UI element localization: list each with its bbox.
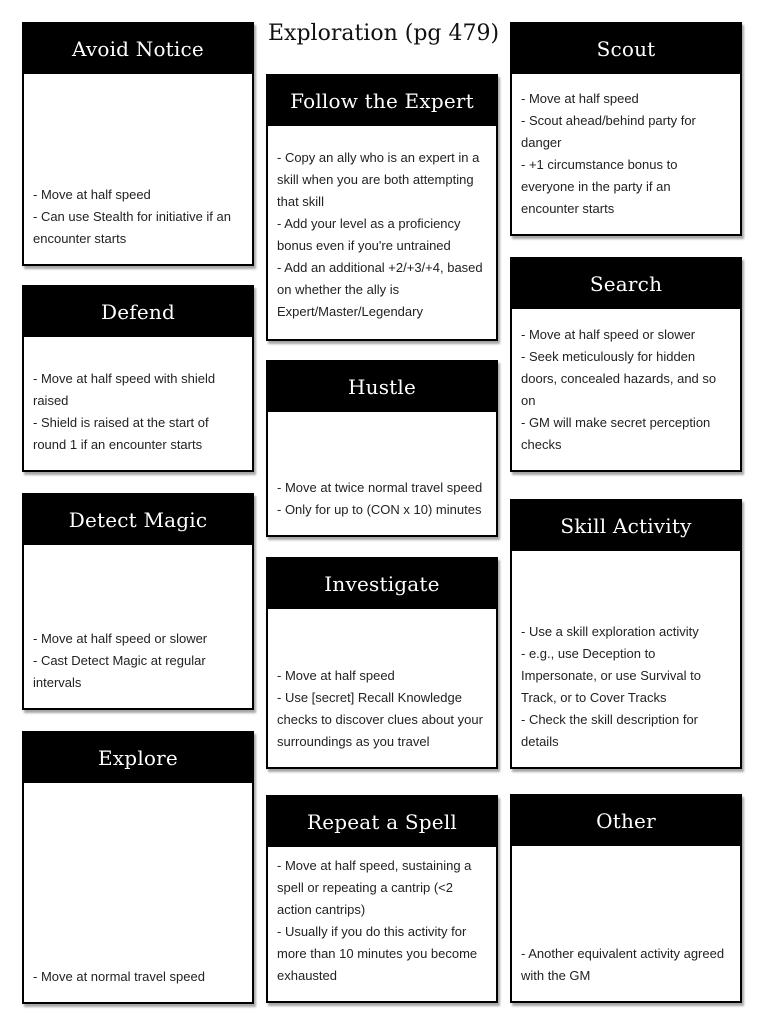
card-line: - Use a skill exploration activity	[521, 624, 699, 639]
card-line: - Use [secret] Recall Knowledge checks to discover clues about your surroundings as you travel	[277, 690, 483, 749]
card-line: - Cast Detect Magic at regular intervals	[33, 653, 206, 690]
card-explore	[22, 731, 254, 1004]
card-other	[510, 794, 742, 1003]
card-line: - Add an additional +2/+3/+4, based on whether the ally is Expert/Master/Legendary	[277, 259, 483, 319]
card-body	[24, 337, 252, 470]
card-title: Defend	[24, 287, 252, 337]
card-line: - +1 circumstance bonus to everyone in the party if an encounter starts	[521, 157, 678, 216]
card-body	[24, 74, 252, 264]
card-line: - e.g., use Deception to Impersonate, or use Survival to Track, or to Cover Tracks	[521, 646, 701, 705]
card-body	[268, 126, 496, 339]
card-line: - Move at half speed or slower	[521, 327, 696, 342]
card-line: - Scout ahead/behind party for danger	[521, 113, 696, 150]
card-body	[24, 783, 252, 1002]
card-line: - Seek meticulously for hidden doors, concealed hazards, and so on	[521, 349, 717, 408]
card-title: Hustle	[268, 362, 496, 412]
card-title: Investigate	[268, 559, 496, 609]
card-body	[512, 309, 740, 470]
card-line: - Add your level as a proficiency bonus even if you're untrained	[277, 215, 461, 253]
card-follow-the-expert	[266, 74, 498, 341]
card-body	[512, 74, 740, 234]
card-investigate	[266, 557, 498, 769]
card-body	[268, 412, 496, 535]
card-body	[268, 609, 496, 767]
card-body	[512, 846, 740, 1001]
card-line: - GM will make secret perception checks	[521, 415, 711, 452]
card-line: - Only for up to (CON x 10) minutes	[277, 502, 482, 517]
card-line: - Move at twice normal travel speed	[277, 480, 483, 495]
card-skill-activity	[510, 499, 742, 769]
card-line: - Move at half speed, sustaining a spell or repeating a cantrip (<2 action cantrips)	[277, 858, 472, 917]
card-body	[24, 545, 252, 708]
card-avoid-notice	[22, 22, 254, 266]
card-title: Scout	[512, 24, 740, 74]
card-title: Explore	[24, 733, 252, 783]
card-line: - Usually if you do this activity for more than 10 minutes you become exhausted	[277, 924, 478, 983]
card-line: - Move at half speed	[277, 668, 395, 683]
card-repeat-a-spell	[266, 795, 498, 1003]
card-title: Repeat a Spell	[268, 797, 496, 847]
page-title: Exploration (pg 479)	[268, 21, 500, 46]
card-hustle	[266, 360, 498, 537]
card-body	[268, 847, 496, 1001]
card-defend	[22, 285, 254, 472]
card-line: - Move at half speed with shield raised	[33, 371, 216, 408]
card-detect-magic	[22, 493, 254, 710]
card-title: Skill Activity	[512, 501, 740, 551]
card-line: - Move at half speed	[521, 91, 639, 106]
card-line: - Can use Stealth for initiative if an encounter starts	[33, 209, 231, 246]
card-title: Other	[512, 796, 740, 846]
card-title: Search	[512, 259, 740, 309]
card-line: - Move at normal travel speed	[33, 969, 205, 984]
card-search	[510, 257, 742, 472]
card-line: - Shield is raised at the start of round 1 if an encounter starts	[33, 415, 209, 452]
card-line: - Copy an ally who is an expert in a skill when you are both attempting that skill	[277, 149, 480, 209]
card-line: - Another equivalent activity agreed with the GM	[521, 946, 725, 983]
card-scout	[510, 22, 742, 236]
card-title: Follow the Expert	[268, 76, 496, 126]
card-title: Avoid Notice	[24, 24, 252, 74]
card-line: - Move at half speed or slower	[33, 631, 208, 646]
card-body	[512, 551, 740, 767]
card-title: Detect Magic	[24, 495, 252, 545]
card-line: - Check the skill description for details	[521, 712, 699, 749]
card-line: - Move at half speed	[33, 187, 151, 202]
